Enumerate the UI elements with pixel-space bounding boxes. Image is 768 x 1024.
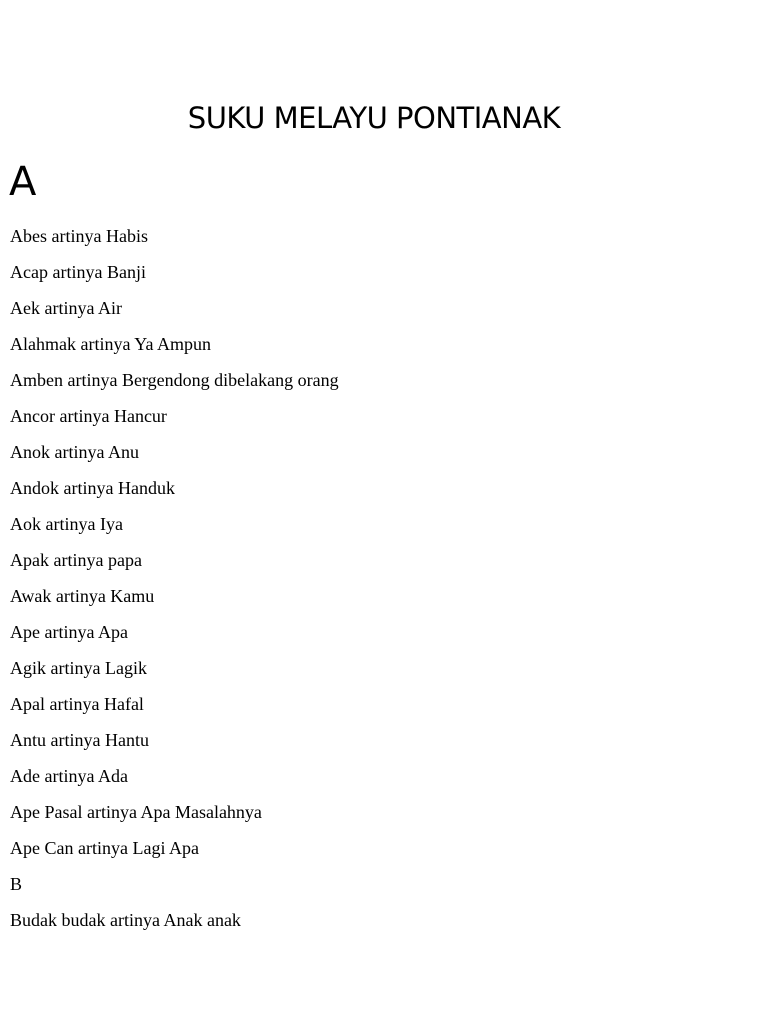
glossary-entry: Amben artinya Bergendong dibelakang orang [10,370,339,390]
glossary-entry: Ape artinya Apa [10,622,128,642]
glossary-entry: Abes artinya Habis [10,226,148,246]
glossary-entry: Antu artinya Hantu [10,730,149,750]
glossary-entry: Apak artinya papa [10,550,142,570]
glossary-entry: Acap artinya Banji [10,262,146,282]
glossary-entry: Ape Can artinya Lagi Apa [10,838,199,858]
section-heading-a: A [9,159,37,205]
glossary-entry: Agik artinya Lagik [10,658,147,678]
glossary-entry: Alahmak artinya Ya Ampun [10,334,211,354]
glossary-entry: Ade artinya Ada [10,766,128,786]
glossary-entry: Aok artinya Iya [10,514,123,534]
glossary-entry: Aek artinya Air [10,298,122,318]
glossary-list [10,222,339,942]
glossary-entry: Anok artinya Anu [10,442,139,462]
glossary-entry: Ancor artinya Hancur [10,406,167,426]
glossary-entry: Andok artinya Handuk [10,478,175,498]
glossary-entry: Apal artinya Hafal [10,694,144,714]
glossary-entry: Awak artinya Kamu [10,586,155,606]
page-title: SUKU MELAYU PONTIANAK [187,101,561,135]
glossary-entry: Ape Pasal artinya Apa Masalahnya [10,802,262,822]
section-letter-b: B [10,874,23,894]
glossary-entry: Budak budak artinya Anak anak [10,910,241,930]
